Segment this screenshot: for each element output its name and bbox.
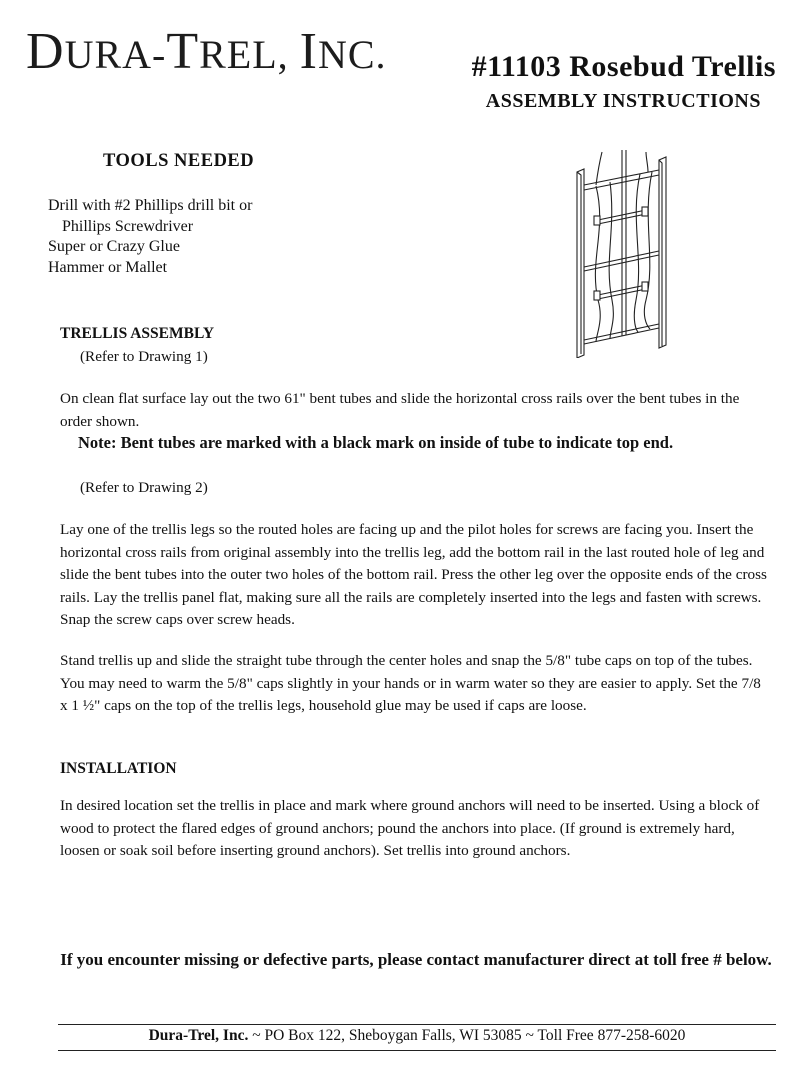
page-subtitle: ASSEMBLY INSTRUCTIONS [485, 90, 761, 112]
assembly-paragraph-1: On clean flat surface lay out the two 61" bent tubes and slide the horizontal cross rails over the bent tubes in the order shown. [60, 390, 740, 430]
contact-notice: If you encounter missing or defective parts, please contact manufacturer direct at toll free # below. [60, 950, 772, 969]
tools-heading: TOOLS NEEDED [103, 151, 255, 171]
product-title: #11103 Rosebud Trellis [471, 50, 776, 83]
tool-item: Hammer or Mallet [48, 258, 168, 276]
tool-item: Super or Crazy Glue [48, 238, 180, 255]
footer-rule-bottom [58, 1050, 776, 1051]
tool-item: Drill with #2 Phillips drill bit or [48, 197, 253, 214]
assembly-note: Note: Bent tubes are marked with a black mark on inside of tube to indicate top end. [78, 433, 674, 452]
installation-heading: INSTALLATION [60, 760, 177, 777]
tool-item: Phillips Screwdriver [62, 217, 194, 235]
installation-paragraph: In desired location set the trellis in place and mark where ground anchors will need to be inserted. Using a block of wood to protect the flared edges of ground anchors; pound the anchors into place. (If ground is extremely hard, loosen or soak soil before inserting ground anchors). Set trellis into ground anchors. [60, 797, 760, 859]
footer-company: Dura-Trel, Inc. [148, 1027, 249, 1044]
refer-drawing-1: (Refer to Drawing 1) [80, 348, 208, 365]
company-logo: DURA-TREL, INC. [26, 23, 387, 80]
footer [58, 1027, 776, 1045]
trellis-assembly-heading: TRELLIS ASSEMBLY [60, 325, 215, 342]
footer-address: ~ PO Box 122, Sheboygan Falls, WI 53085 ~ Toll Free 877-258-6020 [248, 1027, 686, 1044]
refer-drawing-2: (Refer to Drawing 2) [80, 479, 208, 496]
trellis-drawing [574, 150, 674, 358]
tools-list [48, 196, 252, 278]
assembly-paragraph-3: Stand trellis up and slide the straight tube through the center holes and snap the 5/8" tube caps on top of the tubes. You may need to warm the 5/8" caps slightly in your hands or in warm water so they are easier to apply. Set the 7/8 x 1 ½" caps on the top of the trellis legs, household glue may be used if caps are loose. [60, 652, 761, 714]
assembly-paragraph-2: Lay one of the trellis legs so the routed holes are facing up and the pilot holes for screws are facing you. Insert the horizontal cross rails from original assembly into the trellis leg, add the bottom rail in the last routed hole of leg and slide the bent tubes into the outer two holes of the bottom rail. Press the other leg over the opposite ends of the cross rails. Lay the trellis panel flat, making sure all the rails are completely inserted into the legs and fasten with screws. Snap the screw caps over screw heads. [60, 521, 767, 628]
footer-rule-top [58, 1024, 776, 1025]
